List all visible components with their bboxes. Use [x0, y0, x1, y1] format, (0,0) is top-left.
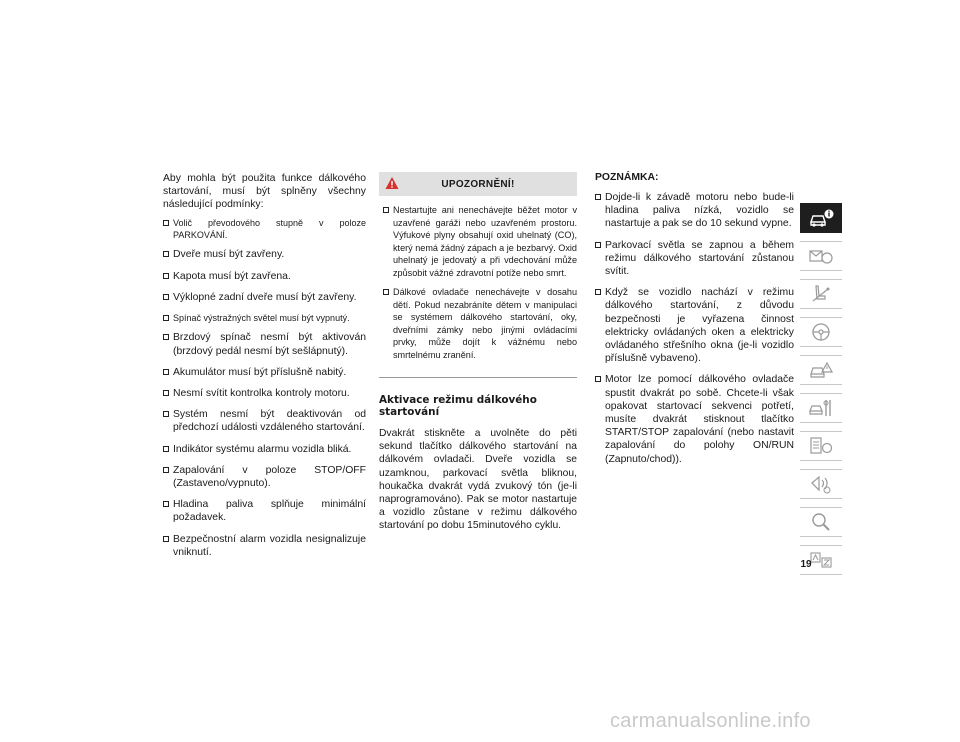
chapter-tab-2[interactable] [800, 241, 842, 271]
list-item: Kapota musí být zavřena. [163, 270, 366, 283]
list-item: Spínač výstražných světel musí být vypnutý. [163, 312, 366, 324]
conditions-intro: Aby mohla být použita funkce dálkového startování, musí být splněny všechny následující podmínky: [163, 173, 366, 211]
warning-title: UPOZORNĚNÍ! [441, 178, 515, 190]
chapter-tabs [800, 203, 842, 583]
chapter-tab-9[interactable] [800, 507, 842, 537]
list-item: Brzdový spínač nesmí být aktivován (brzdový pedál nesmí být sešlápnutý). [163, 331, 366, 357]
page-number: 19 [800, 559, 812, 570]
chapter-tab-4[interactable] [800, 317, 842, 347]
list-item: Nestartujte ani nenechávejte běžet motor v uzavřené garáži nebo uzavřeném prostoru. Výfukové plyny obsahují oxid uhelnatý (CO), který nemá žádný zápach a je bezbarvý. Oxid uhelnatý je jedovatý a při vdechování může způsobit vážné zdravotní potíže nebo smrt. [383, 204, 577, 279]
list-item: Hladina paliva splňuje minimální požadavek. [163, 498, 366, 524]
car-info-icon [808, 207, 834, 229]
list-item: Výklopné zadní dveře musí být zavřeny. [163, 291, 366, 304]
list-item: Bezpečnostní alarm vozidla nesignalizuje vniknutí. [163, 533, 366, 559]
conditions-list [163, 217, 366, 559]
list-item: Volič převodového stupně v poloze PARKOVÁNÍ. [163, 217, 366, 242]
search-icon [808, 511, 834, 533]
seat-safety-icon [808, 283, 834, 305]
chapter-tab-8[interactable] [800, 469, 842, 499]
list-item: Dojde-li k závadě motoru nebo bude-li hladina paliva nízká, vozidlo se nastartuje a pak se do 10 sekund vypne. [595, 191, 794, 231]
chapter-tab-7[interactable] [800, 431, 842, 461]
watermark: carmanualsonline.info [610, 710, 811, 732]
list-item: Dálkové ovladače nenechávejte v dosahu dětí. Pokud nezabráníte dětem v manipulaci se systémem dálkového startování, oky, dveřními zámky nebo jinými ovládacími prvky, může dojít k vážnému nebo smrtelnému zranění. [383, 286, 577, 361]
note-title: POZNÁMKA: [595, 172, 659, 183]
chapter-tab-5[interactable] [800, 355, 842, 385]
car-tools-icon [808, 397, 834, 419]
note-list [595, 191, 794, 466]
chapter-tab-3[interactable] [800, 279, 842, 309]
chapter-tab-6[interactable] [800, 393, 842, 423]
list-item: Parkovací světla se zapnou a během režimu dálkového startování zůstanou svítit. [595, 239, 794, 279]
multimedia-icon [808, 473, 834, 495]
steering-wheel-icon [808, 321, 834, 343]
list-item: Nesmí svítit kontrolka kontroly motoru. [163, 387, 366, 400]
specifications-list-icon [808, 435, 834, 457]
warning-box [379, 172, 577, 378]
warning-list [379, 196, 577, 361]
list-item: Indikátor systému alarmu vozidla bliká. [163, 443, 366, 456]
car-warning-icon [808, 359, 834, 381]
list-item: Systém nesmí být deaktivován od předchozí události vzdáleného startování. [163, 408, 366, 434]
note-column [595, 172, 794, 474]
warning-header [379, 172, 577, 196]
section-text: Dvakrát stiskněte a uvolněte do pěti sekund tlačítko dálkového startování na dálkovém ovladači. Dveře vozidla se uzamknou, parkovací světla bliknou, houkačka dvakrát vydá zvukový tón (je-li naprogramováno). Pak se motor nastartuje a vozidlo zůstane v režimu dálkového startování po dobu 15minutového cyklu. [379, 428, 577, 532]
chapter-tab-1[interactable] [800, 203, 842, 233]
warning-triangle-icon [385, 176, 399, 190]
list-item: Když se vozidlo nachází v režimu dálkového startování, z důvodu bezpečnosti je vyřazena činnost elektricky ovládaných oken a elektricky ovládaného střešního okna (je-li vozidlo příslušně vybaveno). [595, 286, 794, 365]
middle-column [379, 172, 577, 533]
list-item: Zapalování v poloze STOP/OFF (Zastaveno/vypnuto). [163, 464, 366, 490]
dashboard-messages-icon [808, 245, 834, 267]
section-title: Aktivace režimu dálkového startování [379, 394, 537, 418]
list-item: Akumulátor musí být příslušně nabitý. [163, 366, 366, 379]
conditions-column [163, 172, 366, 567]
list-item: Dveře musí být zavřeny. [163, 248, 366, 261]
list-item: Motor lze pomocí dálkového ovladače spustit dvakrát po sobě. Chcete-li však opakovat startovací sekvenci potřetí, musíte dvakrát stisknout tlačítko START/STOP zapalování (nebo nastavit zapalování do polohy ON/RUN (Zapnuto/chod)). [595, 373, 794, 465]
